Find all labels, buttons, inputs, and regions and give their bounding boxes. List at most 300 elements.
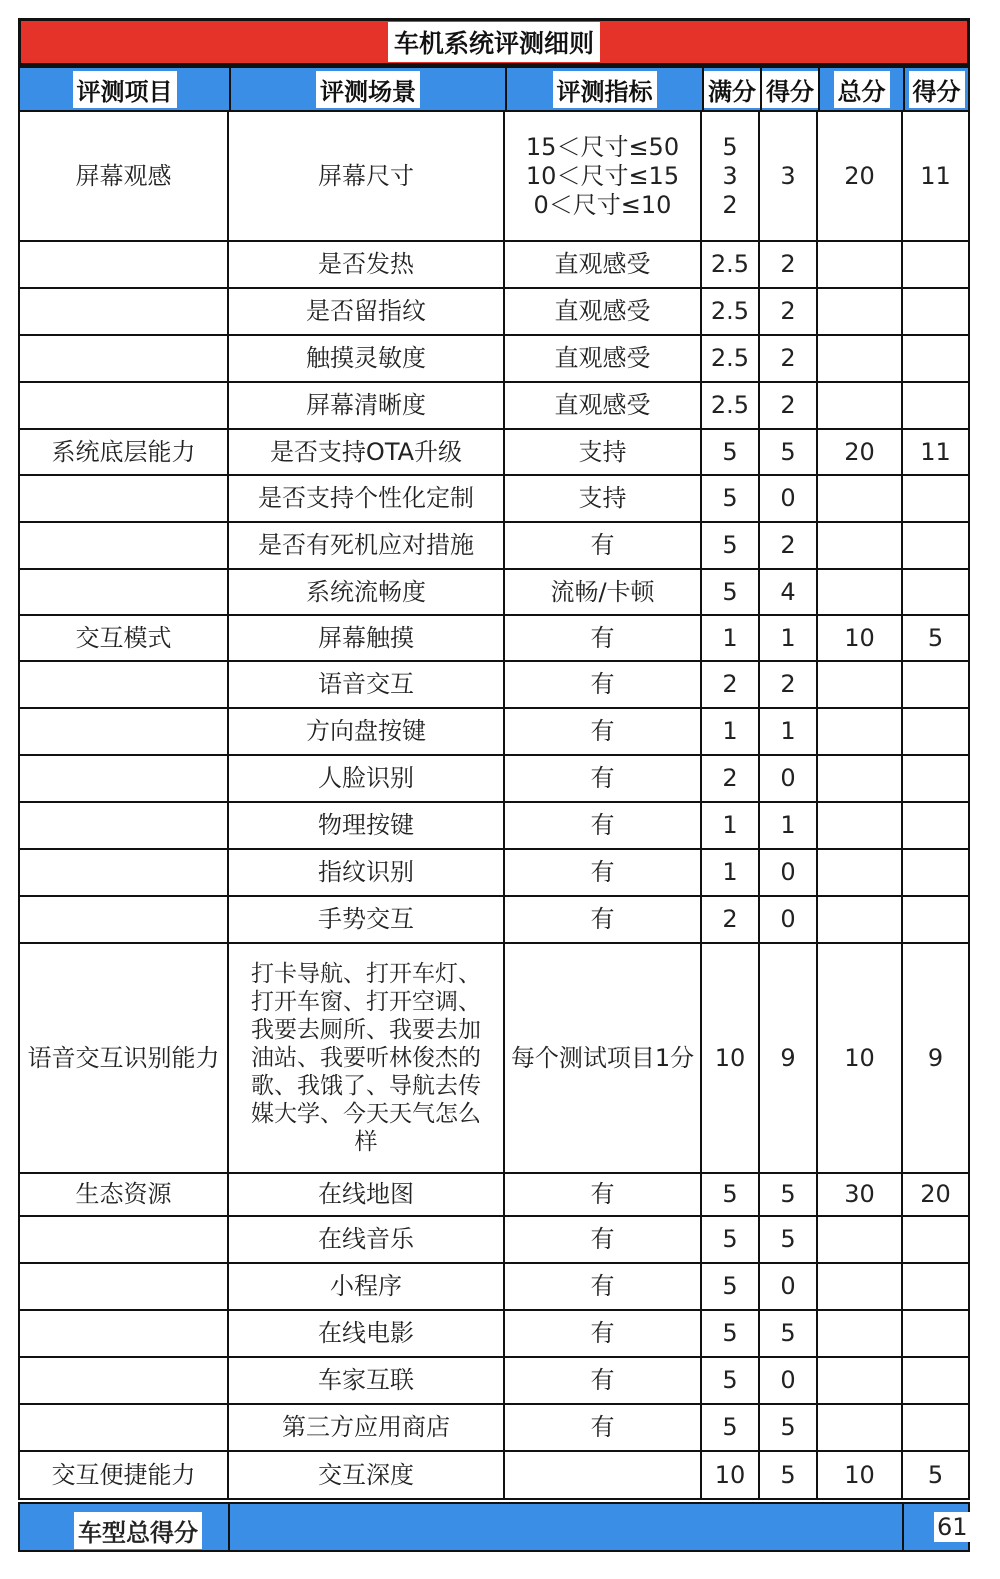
cell-text: 9: [927, 1043, 944, 1072]
cell-text: 10: [714, 1043, 746, 1072]
item-cell: [18, 242, 229, 289]
full-score-cell: [702, 1405, 760, 1452]
total-cell: [818, 709, 903, 756]
total-score-cell: [903, 1217, 970, 1264]
total-cell: [818, 1452, 903, 1500]
total-cell: [818, 662, 903, 709]
cell-text: 有: [590, 1225, 615, 1253]
full-score-cell: [702, 1452, 760, 1500]
metric-cell: [505, 1452, 702, 1500]
scene-cell: [229, 383, 505, 430]
total-score-cell: [903, 662, 970, 709]
cell-text: 5: [780, 1413, 796, 1441]
cell-text: 5: [780, 1460, 796, 1489]
cell-text: 有: [590, 623, 615, 652]
scene-cell: [229, 430, 505, 476]
score-cell: [760, 944, 818, 1174]
scene-cell: [229, 1452, 505, 1500]
cell-text: 是否支持OTA升级: [269, 437, 463, 466]
total-score-cell: [903, 1311, 970, 1358]
title-band: [18, 18, 970, 66]
scene-cell: [229, 476, 505, 523]
cell-text: 小程序: [330, 1272, 402, 1300]
scene-cell: [229, 112, 505, 242]
cell-text: 1: [780, 811, 796, 839]
total-cell: [818, 112, 903, 242]
cell-text: 有: [590, 858, 615, 886]
scene-cell: [229, 523, 505, 570]
cell-text: 屏幕触摸: [318, 623, 414, 652]
cell-text: 生态资源: [75, 1180, 172, 1208]
cell-text: 5: [722, 1413, 738, 1441]
cell-line: 5: [722, 132, 738, 161]
scene-cell: [229, 709, 505, 756]
item-cell: [18, 944, 229, 1174]
header-label: 得分: [909, 71, 965, 108]
cell-text: 2.5: [710, 250, 750, 278]
metric-cell: [505, 112, 702, 242]
total-cell: [818, 570, 903, 616]
metric-cell: [505, 383, 702, 430]
score-cell: [760, 756, 818, 803]
metric-cell: [505, 616, 702, 662]
metric-cell: [505, 897, 702, 944]
header-label: 总分: [834, 71, 890, 108]
full-score-cell: [702, 897, 760, 944]
item-cell: [18, 1174, 229, 1217]
cell-text: 11: [920, 161, 951, 190]
cell-text: 第三方应用商店: [282, 1413, 450, 1441]
total-score-cell: [903, 1264, 970, 1311]
metric-cell: [505, 1264, 702, 1311]
cell-text: 支持: [578, 484, 627, 512]
cell-text: 5: [722, 1272, 738, 1300]
scene-cell: [229, 803, 505, 850]
cell-text: 有: [590, 905, 615, 933]
full-score-cell: [702, 476, 760, 523]
full-score-cell: [702, 242, 760, 289]
metric-cell: [505, 336, 702, 383]
cell-text: 物理按键: [318, 811, 414, 839]
full-score-cell: [702, 709, 760, 756]
cell-text: 交互深度: [318, 1460, 414, 1489]
cell-line: 歌、我饿了、导航去传: [251, 1073, 481, 1099]
cell-text: 0: [780, 764, 796, 792]
score-cell: [760, 383, 818, 430]
cell-text: 直观感受: [554, 297, 651, 325]
cell-text: 5: [722, 577, 738, 606]
score-cell: [760, 709, 818, 756]
total-score-cell: [903, 523, 970, 570]
total-cell: [818, 803, 903, 850]
item-cell: [18, 897, 229, 944]
total-score-cell: [903, 756, 970, 803]
metric-cell: [505, 1174, 702, 1217]
metric-cell: [505, 662, 702, 709]
header-label: 评测项目: [73, 71, 177, 108]
cell-text: 有: [590, 1366, 615, 1394]
item-cell: [18, 383, 229, 430]
header-cell: [18, 66, 231, 112]
cell-text: 是否支持个性化定制: [258, 484, 474, 512]
full-score-cell: [702, 1311, 760, 1358]
cell-text: 2.5: [710, 391, 750, 419]
total-score-cell: [903, 709, 970, 756]
metric-cell: [505, 944, 702, 1174]
cell-text: 2.5: [710, 297, 750, 325]
metric-cell: [505, 570, 702, 616]
cell-text: 触摸灵敏度: [306, 344, 426, 372]
full-score-cell: [702, 289, 760, 336]
total-score-cell: [903, 383, 970, 430]
full-score-cell: [702, 1217, 760, 1264]
item-cell: [18, 1358, 229, 1405]
cell-line: 10＜尺寸≤15: [525, 161, 680, 190]
cell-text: 5: [722, 1225, 738, 1253]
cell-text: 有: [590, 717, 615, 745]
metric-cell: [505, 756, 702, 803]
total-score-cell: [903, 803, 970, 850]
cell-text: 4: [780, 577, 796, 606]
total-score-cell: [903, 616, 970, 662]
scene-cell: [229, 1174, 505, 1217]
cell-text: 有: [590, 1319, 615, 1347]
full-score-cell: [702, 1358, 760, 1405]
total-cell: [818, 336, 903, 383]
cell-text: 0: [780, 484, 796, 512]
cell-text: 0: [780, 1366, 796, 1394]
item-cell: [18, 1452, 229, 1500]
cell-text: 系统底层能力: [51, 437, 196, 466]
cell-text: 有: [590, 764, 615, 792]
total-score-cell: [903, 897, 970, 944]
full-score-cell: [702, 336, 760, 383]
score-cell: [760, 476, 818, 523]
cell-text: 11: [920, 437, 951, 466]
header-cell: [229, 66, 507, 112]
score-cell: [760, 112, 818, 242]
scene-cell: [229, 1217, 505, 1264]
score-cell: [760, 336, 818, 383]
item-cell: [18, 112, 229, 242]
scene-cell: [229, 289, 505, 336]
cell-text: 5: [722, 437, 738, 466]
header-label: 评测场景: [316, 71, 420, 108]
scene-cell: [229, 897, 505, 944]
total-cell: [818, 1311, 903, 1358]
cell-text: 10: [714, 1460, 746, 1489]
item-cell: [18, 1217, 229, 1264]
cell-text: 5: [722, 1319, 738, 1347]
cell-text: 屏幕清晰度: [306, 391, 426, 419]
cell-text: 5: [722, 531, 738, 559]
cell-text: 是否发热: [318, 250, 414, 278]
total-cell: [818, 523, 903, 570]
cell-text: 5: [780, 1180, 796, 1208]
item-cell: [18, 336, 229, 383]
cell-text: 有: [590, 1413, 615, 1441]
cell-text: 支持: [578, 437, 627, 466]
metric-cell: [505, 289, 702, 336]
cell-line: 0＜尺寸≤10: [533, 190, 672, 219]
cell-text: 是否有死机应对措施: [258, 531, 474, 559]
total-cell: [818, 1358, 903, 1405]
total-cell: [818, 289, 903, 336]
scene-cell: [229, 662, 505, 709]
total-cell: [818, 1174, 903, 1217]
cell-text: 2: [780, 297, 796, 325]
header-cell: [505, 66, 704, 112]
cell-text: 直观感受: [554, 391, 651, 419]
cell-text: 手势交互: [318, 905, 414, 933]
header-cell: [818, 66, 905, 112]
metric-cell: [505, 430, 702, 476]
cell-text: 2: [780, 250, 796, 278]
score-cell: [760, 1174, 818, 1217]
cell-text: 2: [780, 391, 796, 419]
total-cell: [818, 1405, 903, 1452]
cell-line: 油站、我要听林俊杰的: [251, 1045, 481, 1071]
cell-text: 20: [920, 1180, 951, 1208]
cell-text: 语音交互: [318, 670, 414, 698]
cell-text: 在线电影: [318, 1319, 414, 1347]
full-score-cell: [702, 944, 760, 1174]
score-cell: [760, 1217, 818, 1264]
total-cell: [818, 476, 903, 523]
total-cell: [818, 383, 903, 430]
cell-text: 方向盘按键: [306, 717, 426, 745]
score-cell: [760, 1311, 818, 1358]
score-cell: [760, 430, 818, 476]
full-score-cell: [702, 616, 760, 662]
cell-text: 人脸识别: [318, 764, 414, 792]
item-cell: [18, 289, 229, 336]
cell-text: 9: [780, 1043, 796, 1072]
total-score-cell: [903, 944, 970, 1174]
total-score-cell: [903, 1452, 970, 1500]
total-cell: [818, 1264, 903, 1311]
total-cell: [818, 944, 903, 1174]
metric-cell: [505, 523, 702, 570]
cell-text: 0: [780, 905, 796, 933]
score-cell: [760, 570, 818, 616]
cell-text: 指纹识别: [318, 858, 414, 886]
total-score-cell: [903, 112, 970, 242]
cell-text: 1: [722, 858, 738, 886]
total-score-cell: [903, 1174, 970, 1217]
full-score-cell: [702, 1264, 760, 1311]
cell-text: 5: [927, 1460, 944, 1489]
cell-text: 30: [844, 1180, 875, 1208]
score-cell: [760, 850, 818, 897]
cell-text: 1: [722, 717, 738, 745]
metric-cell: [505, 476, 702, 523]
score-cell: [760, 1358, 818, 1405]
total-value: 61: [934, 1512, 971, 1542]
item-cell: [18, 616, 229, 662]
scene-cell: [229, 1311, 505, 1358]
cell-line: 15＜尺寸≤50: [525, 132, 680, 161]
total-cell: [818, 756, 903, 803]
scene-cell: [229, 570, 505, 616]
score-cell: [760, 616, 818, 662]
total-score-cell: [903, 336, 970, 383]
cell-text: 5: [780, 1319, 796, 1347]
total-score-cell: [903, 570, 970, 616]
cell-text: 2.5: [710, 344, 750, 372]
item-cell: [18, 523, 229, 570]
table-title: 车机系统评测细则: [388, 22, 600, 62]
metric-cell: [505, 1405, 702, 1452]
cell-line: 2: [722, 190, 738, 219]
header-cell: [903, 66, 970, 112]
cell-text: 有: [590, 1272, 615, 1300]
total-cell: [818, 430, 903, 476]
cell-text: 1: [722, 623, 738, 652]
cell-text: 交互模式: [75, 623, 172, 652]
scene-cell: [229, 242, 505, 289]
metric-cell: [505, 1217, 702, 1264]
cell-text: 0: [780, 1272, 796, 1300]
scene-cell: [229, 616, 505, 662]
full-score-cell: [702, 112, 760, 242]
header-cell: [702, 66, 762, 112]
cell-text: 在线地图: [318, 1180, 414, 1208]
header-cell: [760, 66, 820, 112]
total-score-cell: [903, 430, 970, 476]
header-label: 得分: [762, 71, 818, 108]
cell-text: 5: [722, 1180, 738, 1208]
cell-text: 2: [722, 670, 738, 698]
cell-text: 有: [590, 811, 615, 839]
cell-text: 1: [780, 717, 796, 745]
scene-cell: [229, 1405, 505, 1452]
scene-cell: [229, 756, 505, 803]
cell-text: 20: [844, 161, 875, 190]
scene-cell: [229, 336, 505, 383]
metric-cell: [505, 850, 702, 897]
cell-text: 2: [780, 670, 796, 698]
cell-text: 3: [780, 161, 796, 190]
cell-text: 5: [927, 623, 944, 652]
full-score-cell: [702, 662, 760, 709]
total-score-cell: [903, 476, 970, 523]
total-cell: [818, 242, 903, 289]
cell-text: 2: [722, 905, 738, 933]
total-score-cell: [903, 242, 970, 289]
score-cell: [760, 897, 818, 944]
score-cell: [760, 242, 818, 289]
metric-cell: [505, 709, 702, 756]
total-divider: [228, 1504, 230, 1550]
item-cell: [18, 709, 229, 756]
full-score-cell: [702, 756, 760, 803]
total-score-cell: [903, 1358, 970, 1405]
cell-line: 打开车窗、打开空调、: [251, 989, 481, 1015]
full-score-cell: [702, 430, 760, 476]
total-divider: [902, 1504, 904, 1550]
cell-text: 在线音乐: [318, 1225, 414, 1253]
cell-line: 样: [354, 1129, 378, 1155]
cell-text: 每个测试项目1分: [510, 1043, 695, 1072]
item-cell: [18, 662, 229, 709]
scene-cell: [229, 944, 505, 1174]
full-score-cell: [702, 383, 760, 430]
cell-text: 直观感受: [554, 344, 651, 372]
cell-text: 10: [844, 1043, 875, 1072]
score-cell: [760, 289, 818, 336]
cell-text: 有: [590, 531, 615, 559]
item-cell: [18, 756, 229, 803]
cell-text: 系统流畅度: [306, 577, 426, 606]
scene-cell: [229, 1358, 505, 1405]
cell-text: 2: [780, 344, 796, 372]
item-cell: [18, 1311, 229, 1358]
score-cell: [760, 1264, 818, 1311]
total-score-cell: [903, 850, 970, 897]
total-cell: [818, 616, 903, 662]
item-cell: [18, 476, 229, 523]
score-cell: [760, 523, 818, 570]
cell-text: 有: [590, 670, 615, 698]
cell-text: 车家互联: [318, 1366, 414, 1394]
item-cell: [18, 1264, 229, 1311]
full-score-cell: [702, 523, 760, 570]
metric-cell: [505, 242, 702, 289]
cell-text: 是否留指纹: [306, 297, 426, 325]
cell-text: 10: [844, 1460, 875, 1489]
score-cell: [760, 1405, 818, 1452]
cell-text: 20: [844, 437, 875, 466]
total-score-cell: [903, 1405, 970, 1452]
total-label: 车型总得分: [74, 1512, 202, 1549]
metric-cell: [505, 1311, 702, 1358]
cell-text: 5: [780, 437, 796, 466]
cell-text: 5: [722, 1366, 738, 1394]
cell-text: 有: [590, 1180, 615, 1208]
total-score-cell: [903, 289, 970, 336]
header-label: 评测指标: [553, 71, 657, 108]
total-cell: [818, 1217, 903, 1264]
cell-text: 5: [722, 484, 738, 512]
item-cell: [18, 803, 229, 850]
cell-line: 3: [722, 161, 738, 190]
cell-line: 打卡导航、打开车灯、: [251, 961, 481, 987]
cell-text: 流畅/卡顿: [550, 577, 655, 606]
cell-text: 0: [780, 858, 796, 886]
cell-text: 语音交互识别能力: [27, 1043, 220, 1072]
full-score-cell: [702, 1174, 760, 1217]
cell-text: 5: [780, 1225, 796, 1253]
cell-line: 我要去厕所、我要去加: [251, 1017, 481, 1043]
item-cell: [18, 570, 229, 616]
full-score-cell: [702, 850, 760, 897]
cell-text: 屏幕观感: [75, 161, 172, 190]
item-cell: [18, 1405, 229, 1452]
scene-cell: [229, 1264, 505, 1311]
score-cell: [760, 803, 818, 850]
cell-text: 2: [780, 531, 796, 559]
cell-text: 1: [780, 623, 796, 652]
metric-cell: [505, 803, 702, 850]
full-score-cell: [702, 570, 760, 616]
score-cell: [760, 662, 818, 709]
cell-text: 屏幕尺寸: [318, 161, 414, 190]
metric-cell: [505, 1358, 702, 1405]
scene-cell: [229, 850, 505, 897]
total-cell: [818, 897, 903, 944]
cell-text: 交互便捷能力: [51, 1460, 196, 1489]
